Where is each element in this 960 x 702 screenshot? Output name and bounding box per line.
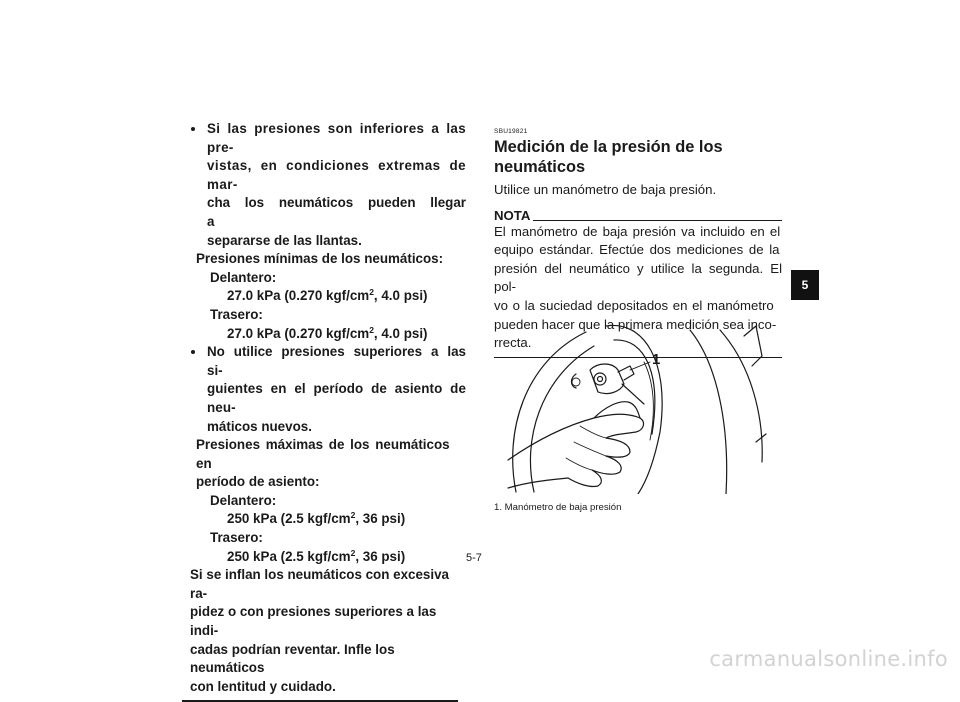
tire-gauge-illustration bbox=[494, 322, 782, 494]
max-front-value: 250 kPa (2.5 kgf/$cm^2$, 36 psi) bbox=[227, 510, 406, 527]
max-rear-label: Trasero: bbox=[210, 530, 263, 546]
min-pressure-title: Presiones mínimas de los neumáticos: bbox=[196, 251, 444, 267]
min-front-label: Delantero: bbox=[210, 269, 277, 285]
min-rear-value: 27.0 kPa (0.270 kgf/$cm^2$, 4.0 psi) bbox=[227, 324, 428, 341]
nota-text: El manómetro de baja presión va incluido en el equipo estándar. Efectúe dos mediciones de la presión del neumático y utilice la segunda. El pol- vo o la suciedad depositados en el manómetro pueden hacer que la primera medición sea inco- rrecta. bbox=[494, 223, 782, 351]
figure-callout-number: 1 bbox=[652, 351, 661, 368]
warning-break-in-pressure: No utilice presiones superiores a las si- guientes en el período de asiento de neu- máticos nuevos. bbox=[190, 343, 466, 436]
section-code: SBU19821 bbox=[494, 128, 528, 135]
watermark-text: carmanualsonline.info bbox=[709, 647, 948, 671]
left-column bbox=[190, 120, 466, 702]
inflation-warning: Si se inflan los neumáticos con excesiva ra- pidez o con presiones superiores a las indi- cadas podrían reventar. Infle los neumáticos con lentitud y cuidado. bbox=[190, 567, 449, 694]
figure-caption: 1. Manómetro de baja presión bbox=[494, 502, 622, 513]
min-rear-label: Trasero: bbox=[210, 306, 263, 322]
max-pressure-title: Presiones máximas de los neumáticos en período de asiento: bbox=[196, 437, 450, 490]
max-front-label: Delantero: bbox=[210, 492, 277, 508]
nota-label: NOTA bbox=[494, 207, 531, 223]
nota-header bbox=[494, 208, 782, 223]
intro-text: Utilice un manómetro de baja presión. bbox=[494, 182, 717, 197]
page-number: 5-7 bbox=[466, 552, 482, 564]
section-heading: Medición de la presión de los neumáticos bbox=[494, 138, 723, 176]
nota-rule bbox=[533, 220, 782, 221]
warning-low-pressure: Si las presiones son inferiores a las pre- vistas, en condiciones extremas de mar- cha los neumáticos pueden llegar a separarse de las llantas. bbox=[190, 120, 466, 250]
max-rear-value: 250 kPa (2.5 kgf/$cm^2$, 36 psi) bbox=[227, 547, 406, 564]
min-front-value: 27.0 kPa (0.270 kgf/$cm^2$, 4.0 psi) bbox=[227, 287, 428, 304]
chapter-tab: 5 bbox=[791, 270, 819, 300]
